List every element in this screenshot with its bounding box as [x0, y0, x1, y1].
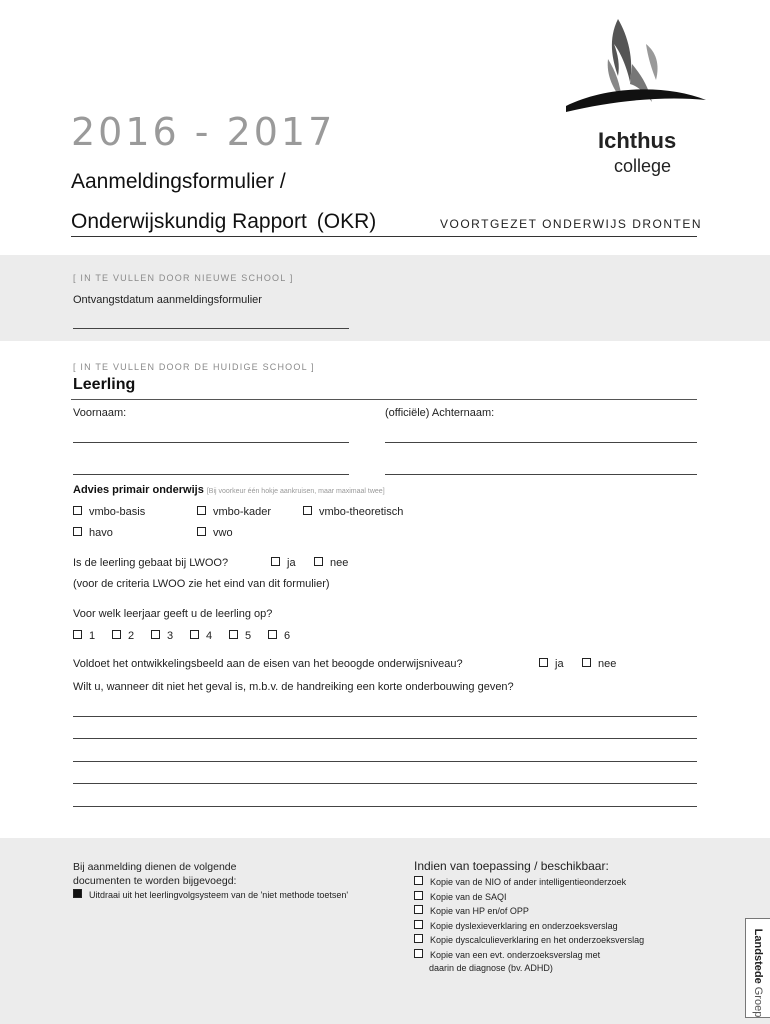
checkbox-icon[interactable]: [197, 527, 206, 536]
checkbox-icon[interactable]: [271, 557, 280, 566]
option-label: 3: [167, 630, 174, 642]
last-name-field[interactable]: [385, 442, 697, 443]
leerjaar-question: Voor welk leerjaar geeft u de leerling op?: [73, 608, 273, 620]
option-label: 5: [245, 630, 252, 642]
lwoo-question: Is de leerling gebaat bij LWOO?: [73, 557, 229, 569]
checkbox-icon[interactable]: [268, 630, 277, 639]
first-name-label: Voornaam:: [73, 407, 127, 419]
onderbouwing-line-4[interactable]: [73, 783, 697, 784]
lwoo-note: (voor de criteria LWOO zie het eind van dit formulier): [73, 578, 330, 590]
option-label: 6: [284, 630, 291, 642]
option-label: vwo: [213, 527, 233, 539]
list-item-label: Kopie van HP en/of OPP: [430, 906, 529, 916]
form-title-abbr: (OKR): [316, 210, 377, 233]
optional-documents-heading: Indien van toepassing / beschikbaar:: [414, 859, 609, 873]
option-label: nee: [330, 557, 349, 569]
list-item[interactable]: [73, 889, 348, 904]
form-title-line2: [71, 210, 376, 234]
ontwikkeling-yes[interactable]: [539, 658, 564, 670]
list-item[interactable]: [414, 891, 644, 906]
advies-option-vwo[interactable]: [197, 527, 233, 539]
checkbox-icon[interactable]: [414, 934, 423, 943]
advies-option-havo[interactable]: [73, 527, 113, 539]
student-heading: Leerling: [73, 376, 136, 393]
advies-option-vmbo-basis[interactable]: [73, 506, 145, 518]
advies-note: [Bij voorkeur één hokje aankruisen, maar maximaal twee]: [206, 488, 385, 495]
landstede-text: [752, 927, 764, 1019]
onderbouwing-line-5[interactable]: [73, 806, 697, 807]
school-year: 2016 - 2017: [71, 110, 336, 154]
checkbox-icon[interactable]: [582, 658, 591, 667]
advies-option-vmbo-theoretisch[interactable]: [303, 506, 403, 518]
checkbox-icon[interactable]: [539, 658, 548, 667]
landstede-logo: [745, 918, 770, 1018]
ontwikkeling-no[interactable]: [582, 658, 616, 670]
checkbox-icon[interactable]: [414, 920, 423, 929]
lwoo-yes[interactable]: [271, 557, 296, 569]
checkbox-icon[interactable]: [414, 949, 423, 958]
checkbox-icon[interactable]: [414, 891, 423, 900]
list-item-continuation: daarin de diagnose (bv. ADHD): [429, 963, 553, 973]
checkbox-checked-icon[interactable]: [73, 889, 82, 898]
list-item-label: Uitdraai uit het leerlingvolgsysteem van de 'niet methode toetsen': [89, 890, 349, 900]
required-documents-list: [73, 889, 348, 904]
ontwikkeling-followup: Wilt u, wanneer dit niet het geval is, m.b.v. de handreiking een korte onderbouwing geven?: [73, 681, 514, 693]
list-item[interactable]: [414, 876, 644, 891]
optional-documents-list: [414, 876, 644, 978]
last-name-label: (officiële) Achternaam:: [385, 407, 495, 419]
advies-option-vmbo-kader[interactable]: [197, 506, 271, 518]
checkbox-icon[interactable]: [197, 506, 206, 515]
option-label: vmbo-theoretisch: [319, 506, 404, 518]
received-date-field[interactable]: [73, 328, 349, 329]
leerjaar-option-3[interactable]: [151, 630, 173, 642]
landstede-brand-light: Groep: [752, 986, 764, 1018]
form-subtitle: VOORTGEZET ONDERWIJS DRONTEN: [440, 217, 703, 231]
option-label: 4: [206, 630, 213, 642]
onderbouwing-line-1[interactable]: [73, 716, 697, 717]
first-name-field[interactable]: [73, 442, 349, 443]
leerjaar-option-1[interactable]: [73, 630, 95, 642]
lwoo-no[interactable]: [314, 557, 348, 569]
option-label: vmbo-kader: [213, 506, 272, 518]
logo-name: Ichthus: [598, 128, 677, 153]
checkbox-icon[interactable]: [190, 630, 199, 639]
list-item-label: Kopie van de NIO of ander intelligentieonderzoek: [430, 877, 627, 887]
option-label: ja: [287, 557, 296, 569]
documents-intro: [73, 860, 236, 888]
checkbox-icon[interactable]: [73, 506, 82, 515]
form-title-line1: Aanmeldingsformulier /: [71, 170, 286, 193]
list-item-label: Kopie dyslexieverklaring en onderzoeksverslag: [430, 920, 618, 931]
option-label: 2: [128, 630, 135, 642]
advies-label-text: Advies primair onderwijs: [73, 484, 204, 496]
list-item[interactable]: [414, 934, 644, 949]
checkbox-icon[interactable]: [303, 506, 312, 515]
landstede-brand-bold: Landstede: [752, 928, 764, 984]
new-school-section-label: [ IN TE VULLEN DOOR NIEUWE SCHOOL ]: [73, 273, 294, 283]
leerjaar-option-2[interactable]: [112, 630, 134, 642]
last-name-field-2[interactable]: [385, 474, 697, 475]
logo-sub: college: [614, 156, 672, 176]
onderbouwing-line-3[interactable]: [73, 761, 697, 762]
list-item[interactable]: [414, 920, 644, 935]
checkbox-icon[interactable]: [112, 630, 121, 639]
list-item-label: Kopie van een evt. onderzoeksverslag met: [430, 949, 601, 960]
advies-label: [73, 484, 385, 496]
option-label: ja: [555, 658, 564, 670]
received-date-label: Ontvangstdatum aanmeldingsformulier: [73, 294, 262, 306]
onderbouwing-line-2[interactable]: [73, 738, 697, 739]
option-label: havo: [89, 527, 113, 539]
checkbox-icon[interactable]: [414, 905, 423, 914]
option-label: 1: [89, 630, 96, 642]
current-school-section-label: [ IN TE VULLEN DOOR DE HUIDIGE SCHOOL ]: [73, 362, 315, 372]
checkbox-icon[interactable]: [73, 630, 82, 639]
checkbox-icon[interactable]: [229, 630, 238, 639]
list-item[interactable]: [414, 905, 644, 920]
form-title-text: Onderwijskundig Rapport: [71, 210, 307, 233]
option-label: nee: [598, 658, 617, 670]
leerjaar-option-6[interactable]: [268, 630, 290, 642]
documents-intro-line1: Bij aanmelding dienen de volgende: [73, 861, 237, 873]
leerjaar-option-5[interactable]: [229, 630, 251, 642]
first-name-field-2[interactable]: [73, 474, 349, 475]
student-divider: [71, 399, 697, 400]
option-label: vmbo-basis: [89, 506, 146, 518]
checkbox-icon[interactable]: [314, 557, 323, 566]
list-item[interactable]: [414, 949, 644, 964]
leerjaar-option-4[interactable]: [190, 630, 212, 642]
checkbox-icon[interactable]: [73, 527, 82, 536]
header-divider: [71, 236, 697, 237]
list-item-label: Kopie dyscalculieverklaring en het onderzoeksverslag: [430, 935, 645, 945]
checkbox-icon[interactable]: [151, 630, 160, 639]
list-item-label: Kopie van de SAQI: [430, 891, 507, 902]
documents-intro-line2: documenten te worden bijgevoegd:: [73, 875, 237, 887]
checkbox-icon[interactable]: [414, 876, 423, 885]
ontwikkeling-question: Voldoet het ontwikkelingsbeeld aan de eisen van het beoogde onderwijsniveau?: [73, 658, 463, 670]
